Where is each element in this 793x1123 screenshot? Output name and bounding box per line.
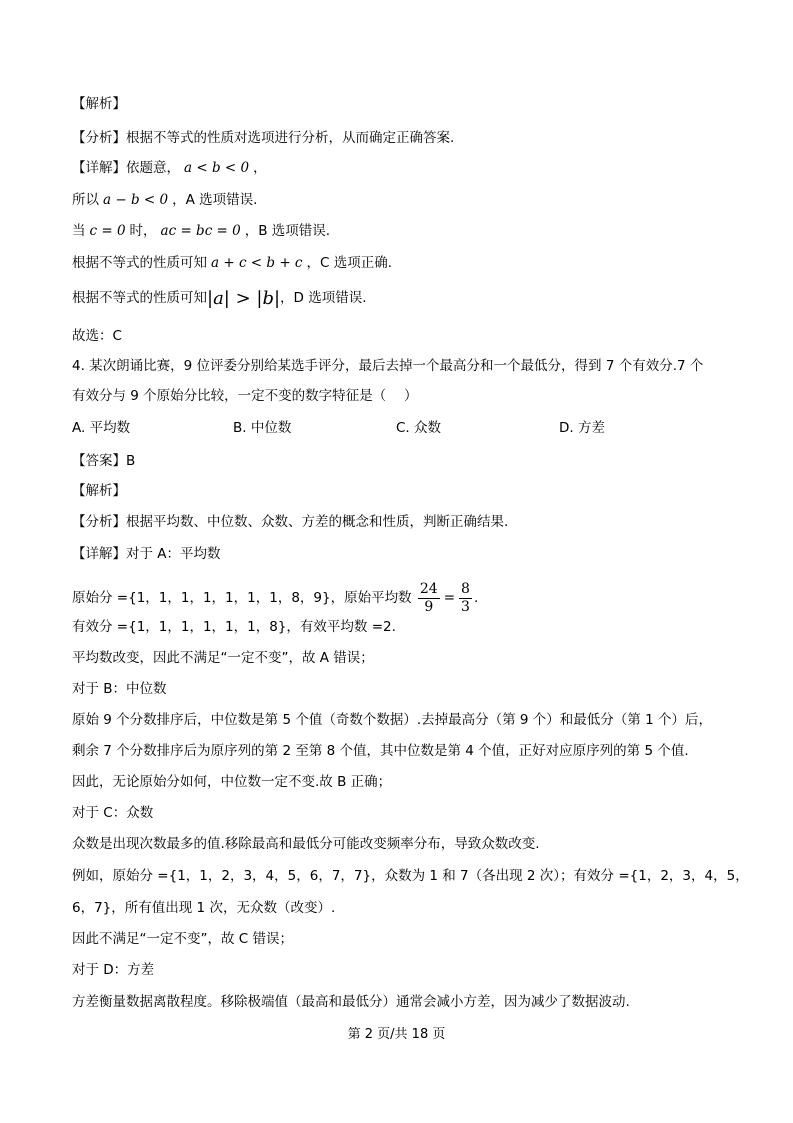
text-segment: 原始分 ={1，1，1，1，1，1，1，8，9}，原始平均数 (72, 590, 412, 606)
math-expression: a < b < 0 (184, 160, 250, 176)
option-a: A. 平均数 (72, 420, 131, 436)
math-expression: |a| > |b| (207, 288, 281, 309)
text-segment: ， (253, 160, 267, 176)
text-segment: ，B 选项错误. (244, 223, 331, 239)
fraction-denominator: 3 (461, 598, 470, 615)
text-line (72, 578, 733, 618)
fraction (459, 581, 472, 616)
text-line: 例如，原始分 ={1，1，2，3，4，5，6，7，7}，众数为 1 和 7（各出现 2 次）；有效分 ={1，2，3，4，5， (72, 868, 749, 884)
text-line (72, 253, 733, 273)
text-segment: ，D 选项错误. (280, 290, 367, 306)
text-line: 方差衡量数据离散程度。移除极端值（最高和最低分）通常会减小方差，因为减少了数据波动. (72, 994, 630, 1010)
text-line: 因此，无论原始分如何，中位数一定不变.故 B 正确； (72, 774, 392, 790)
text-segment: 根据不等式的性质可知 (72, 290, 207, 306)
text-line: 【详解】对于 A：平均数 (72, 546, 221, 562)
math-expression: c = 0 (89, 223, 126, 239)
answer-line: 【答案】B (72, 453, 136, 469)
text-line: 6，7}，所有值出现 1 次，无众数（改变）. (72, 900, 336, 916)
text-line (72, 288, 733, 309)
math-expression: a + c < b + c (211, 255, 303, 271)
text-line: 【分析】根据不等式的性质对选项进行分析，从而确定正确答案. (72, 130, 455, 146)
text-line: 剩余 7 个分数排序后为原序列的第 2 至第 8 个值，其中位数是第 4 个值，正好对应原序列的第 5 个值. (72, 743, 689, 759)
section-label-analysis: 【解析】 (72, 483, 126, 499)
text-segment: ，C 选项正确. (306, 255, 393, 271)
fraction (418, 581, 440, 616)
text-segment: 【详解】依题意， (72, 160, 180, 176)
text-segment: 所以 (72, 192, 99, 208)
fraction-numerator: 24 (419, 580, 438, 597)
text-line: 对于 D：方差 (72, 962, 155, 978)
question-text: 有效分与 9 个原始分比较，一定不变的数字特征是（ ） (72, 388, 418, 404)
text-line (72, 158, 733, 178)
equals-sign: = (443, 590, 456, 606)
option-d: D. 方差 (559, 420, 605, 436)
text-line: 众数是出现次数最多的值.移除最高和最低分可能改变频率分布，导致众数改变. (72, 836, 540, 852)
option-c: C. 众数 (396, 420, 442, 436)
question-text: 4. 某次朗诵比赛，9 位评委分别给某选手评分，最后去掉一个最高分和一个最低分，得到 7 个有效分.7 个 (72, 358, 704, 374)
text-line: 平均数改变，因此不满足“一定不变”，故 A 错误； (72, 650, 374, 666)
text-line: 【分析】根据平均数、中位数、众数、方差的概念和性质，判断正确结果. (72, 514, 509, 530)
text-line (72, 190, 733, 210)
answer-line: 故选：C (72, 328, 122, 344)
page-footer: 第 2 页/共 18 页 (347, 1027, 446, 1042)
text-segment: 根据不等式的性质可知 (72, 255, 207, 271)
math-expression: ac = bc = 0 (160, 223, 241, 239)
text-segment: 时， (129, 223, 157, 239)
text-segment: . (473, 590, 479, 606)
text-line: 因此不满足“一定不变”，故 C 错误； (72, 931, 293, 947)
text-line: 原始 9 个分数排序后，中位数是第 5 个值（奇数个数据）.去掉最高分（第 9 个）和最低分（第 1 个）后， (72, 712, 712, 728)
text-line: 有效分 ={1，1，1，1，1，1，8}，有效平均数 =2. (72, 619, 396, 635)
text-segment: ，A 选项错误. (172, 192, 258, 208)
text-line: 对于 C：众数 (72, 805, 154, 821)
text-line: 对于 B：中位数 (72, 681, 167, 697)
text-line (72, 221, 733, 241)
fraction-denominator: 9 (424, 598, 434, 615)
section-label-analysis: 【解析】 (72, 96, 126, 112)
option-b: B. 中位数 (233, 420, 292, 436)
fraction-numerator: 8 (461, 580, 470, 597)
text-segment: 当 (72, 223, 86, 239)
math-expression: a − b < 0 (103, 192, 169, 208)
